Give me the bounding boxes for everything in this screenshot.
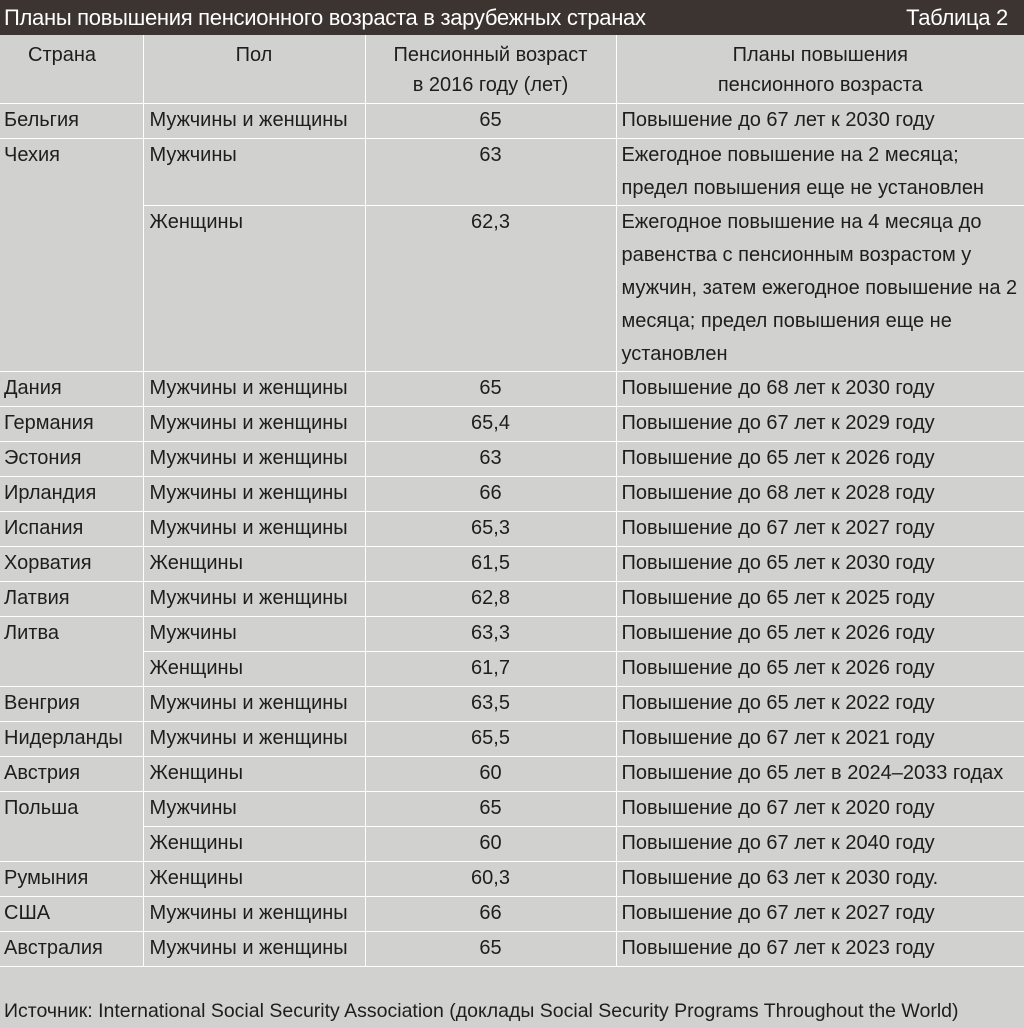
cell-country: Хорватия (0, 546, 143, 581)
cell-country: Австрия (0, 756, 143, 791)
table-row (0, 931, 1024, 966)
title-bar (0, 0, 1024, 35)
cell-gender: Женщины (143, 546, 365, 581)
table-row (0, 826, 1024, 861)
table-row (0, 511, 1024, 546)
cell-age: 65,4 (365, 406, 616, 441)
cell-gender: Женщины (143, 826, 365, 861)
cell-country: Румыния (0, 861, 143, 896)
cell-gender: Женщины (143, 651, 365, 686)
cell-country: Испания (0, 511, 143, 546)
cell-gender: Мужчины (143, 616, 365, 651)
cell-country: Чехия (4, 143, 61, 166)
table-row (0, 791, 1024, 826)
header-age-line2: в 2016 году (лет) (412, 74, 569, 96)
cell-gender: Женщины (143, 756, 365, 791)
cell-plan: Повышение до 63 лет к 2030 году. (616, 861, 1024, 896)
cell-age: 65 (365, 371, 616, 406)
cell-gender: Мужчины (143, 791, 365, 826)
table-row (0, 546, 1024, 581)
cell-country: США (0, 896, 143, 931)
cell-country (0, 826, 143, 861)
cell-plan: Повышение до 65 лет в 2024–2033 годах (616, 756, 1024, 791)
cell-country: Ирландия (0, 476, 143, 511)
cell-plan: Повышение до 67 лет к 2029 году (616, 406, 1024, 441)
cell-country (0, 651, 143, 686)
cell-plan: Повышение до 65 лет к 2022 году (616, 686, 1024, 721)
cell-gender: Мужчины и женщины (143, 406, 365, 441)
cell-plan: Повышение до 67 лет к 2027 году (616, 896, 1024, 931)
source-note: Источник: International Social Security Association (доклады Social Security Programs Throughout the World) (4, 1000, 959, 1022)
cell-age: 63,5 (365, 686, 616, 721)
cell-plan: Повышение до 68 лет к 2028 году (616, 476, 1024, 511)
cell-age: 60 (365, 756, 616, 791)
cell-age: 65 (365, 103, 616, 138)
cell-country: Польша (4, 796, 79, 819)
cell-country: Литва (4, 621, 59, 644)
table-row (0, 441, 1024, 476)
cell-gender: Женщины (143, 205, 365, 371)
cell-country: Нидерланды (0, 721, 143, 756)
table-row (0, 476, 1024, 511)
cell-plan: Повышение до 67 лет к 2027 году (616, 511, 1024, 546)
table-body (0, 103, 1024, 966)
cell-country: Германия (0, 406, 143, 441)
cell-age: 60 (365, 826, 616, 861)
table-row (0, 616, 1024, 651)
cell-age: 65 (365, 791, 616, 826)
pension-age-table (0, 35, 1024, 967)
cell-gender: Мужчины (143, 138, 365, 205)
cell-plan: Повышение до 68 лет к 2030 году (616, 371, 1024, 406)
table-row (0, 651, 1024, 686)
cell-plan: Ежегодное повышение на 2 месяца; предел повышения еще не установлен (616, 138, 1024, 205)
table-row (0, 581, 1024, 616)
cell-age: 66 (365, 896, 616, 931)
cell-plan: Повышение до 65 лет к 2025 году (616, 581, 1024, 616)
table-row (0, 896, 1024, 931)
cell-gender: Мужчины и женщины (143, 721, 365, 756)
header-plan-line1: Планы повышения (732, 44, 908, 66)
cell-gender: Мужчины и женщины (143, 511, 365, 546)
cell-plan: Ежегодное повышение на 4 месяца до равенства с пенсионным возрастом у мужчин, затем ежегодное повышение на 2 месяца; предел повышения еще не установлен (616, 205, 1024, 371)
cell-gender: Мужчины и женщины (143, 103, 365, 138)
cell-plan: Повышение до 67 лет к 2023 году (616, 931, 1024, 966)
cell-gender: Мужчины и женщины (143, 686, 365, 721)
table-title: Планы повышения пенсионного возраста в зарубежных странах (4, 4, 646, 30)
table-row (0, 406, 1024, 441)
cell-plan: Повышение до 67 лет к 2020 году (616, 791, 1024, 826)
table-row (0, 103, 1024, 138)
cell-country: Латвия (0, 581, 143, 616)
table-row (0, 861, 1024, 896)
cell-country: Бельгия (0, 103, 143, 138)
cell-age: 63,3 (365, 616, 616, 651)
table-header-row (0, 35, 1024, 103)
table-row (0, 686, 1024, 721)
header-age (365, 35, 616, 103)
table-number: Таблица 2 (906, 4, 1008, 30)
table-row (0, 721, 1024, 756)
cell-country: Венгрия (0, 686, 143, 721)
cell-age: 63 (365, 138, 616, 205)
cell-gender: Женщины (143, 861, 365, 896)
header-gender: Пол (143, 35, 365, 103)
header-plan-line2: пенсионного возраста (717, 74, 923, 96)
cell-gender: Мужчины и женщины (143, 581, 365, 616)
cell-plan: Повышение до 67 лет к 2030 году (616, 103, 1024, 138)
cell-plan: Повышение до 65 лет к 2026 году (616, 616, 1024, 651)
table-row (0, 205, 1024, 371)
cell-country (0, 205, 143, 371)
header-age-line1: Пенсионный возраст (393, 44, 588, 66)
cell-age: 65,3 (365, 511, 616, 546)
cell-gender: Мужчины и женщины (143, 896, 365, 931)
header-plan (616, 35, 1024, 103)
cell-gender: Мужчины и женщины (143, 371, 365, 406)
cell-age: 61,5 (365, 546, 616, 581)
cell-age: 62,3 (365, 205, 616, 371)
cell-plan: Повышение до 65 лет к 2026 году (616, 651, 1024, 686)
cell-gender: Мужчины и женщины (143, 441, 365, 476)
header-country: Страна (0, 35, 143, 103)
cell-age: 61,7 (365, 651, 616, 686)
table-row (0, 371, 1024, 406)
cell-country: Австралия (0, 931, 143, 966)
cell-gender: Мужчины и женщины (143, 931, 365, 966)
cell-age: 63 (365, 441, 616, 476)
cell-country: Эстония (0, 441, 143, 476)
table-row (0, 756, 1024, 791)
cell-plan: Повышение до 65 лет к 2026 году (616, 441, 1024, 476)
cell-age: 65,5 (365, 721, 616, 756)
cell-age: 65 (365, 931, 616, 966)
table-row (0, 138, 1024, 205)
cell-plan: Повышение до 65 лет к 2030 году (616, 546, 1024, 581)
cell-age: 62,8 (365, 581, 616, 616)
cell-plan: Повышение до 67 лет к 2040 году (616, 826, 1024, 861)
cell-plan: Повышение до 67 лет к 2021 году (616, 721, 1024, 756)
cell-age: 66 (365, 476, 616, 511)
cell-country: Дания (0, 371, 143, 406)
cell-gender: Мужчины и женщины (143, 476, 365, 511)
cell-age: 60,3 (365, 861, 616, 896)
